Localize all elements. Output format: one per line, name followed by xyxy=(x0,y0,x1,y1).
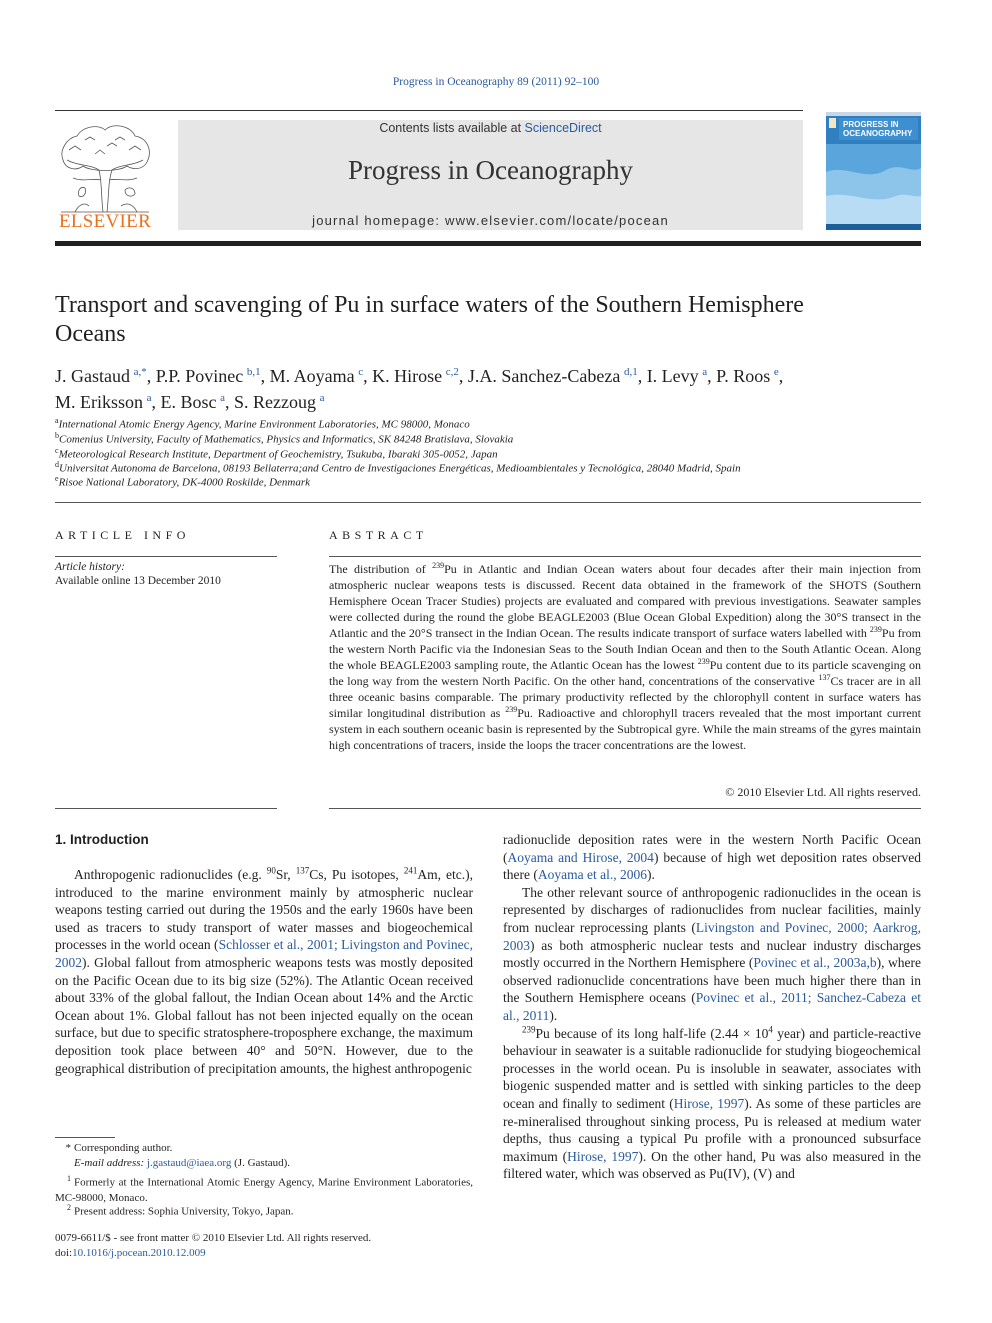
abstract-text-run: The distribution of xyxy=(329,562,433,576)
affiliation-key: c xyxy=(55,446,59,455)
article-info-rule-top xyxy=(55,556,277,557)
doi-line xyxy=(55,1246,371,1261)
author-name: S. Rezzoug xyxy=(234,392,316,412)
abstract-copyright: © 2010 Elsevier Ltd. All rights reserved. xyxy=(725,785,921,799)
citation-link[interactable]: Aoyama and Hirose, 2004 xyxy=(507,849,654,865)
isotope-mass: 239 xyxy=(869,625,882,634)
body-text-run: ) as both atmospheric nuclear tests and nuclear industry discharges mostly occurred in the Northern Hemisphere ( xyxy=(503,937,921,971)
affiliation xyxy=(55,416,935,431)
history-label: Article history: xyxy=(55,561,125,573)
abstract-text-run: Pu content due to its particle scavenging on the long way from the western North Pacific. On the other hand, concentrations of the conservative xyxy=(329,658,922,688)
doi-label: doi: xyxy=(55,1247,73,1259)
citation-link[interactable]: Aoyama et al., 2006 xyxy=(537,867,647,883)
affiliation-text: Comenius University, Faculty of Mathematics, Physics and Informatics, SK 84248 Bratislava, Slovakia xyxy=(59,433,514,446)
citation-link[interactable]: Hirose, 1997 xyxy=(673,1095,745,1111)
body-text-run: Am, etc.), introduced to the marine environment mainly by atmospheric nuclear weapons testing carried out during the 1950s and the early 1960s have been used as tracers to study transport of water masses and biogeochemical processes in the world ocean ( xyxy=(55,867,473,953)
author-name: P.P. Povinec xyxy=(155,366,244,386)
footnote-mark: 1 xyxy=(67,1174,71,1183)
footnote-rule xyxy=(55,1137,115,1138)
abstract-heading: ABSTRACT xyxy=(329,528,428,542)
body-text-run: year) and particle-reactive behaviour in seawater is a suitable radionuclide for studying biogeochemical processes in the world ocean. Pu is insoluble in seawater, associates with biogenic suspended matter and is settled with sinking particles to the deep ocean and finally to sediment ( xyxy=(503,1025,921,1111)
author-separator: , xyxy=(146,366,156,386)
body-text-run: ). xyxy=(549,1007,558,1023)
affiliation-text: Universitat Autonoma de Barcelona, 08193 Bellaterra;and Centro de Investigaciones Energéticas, Medioambientales y Tecnológica, 28040 Madrid, Spain xyxy=(59,462,741,475)
body-text-run: Pu because of its long half-life (2.44 × 10 xyxy=(535,1025,769,1041)
header-rule xyxy=(55,110,803,111)
journal-homepage[interactable]: journal homepage: www.elsevier.com/locate/pocean xyxy=(312,213,669,228)
footnote-text: Present address: Sophia University, Tokyo, Japan. xyxy=(74,1205,294,1218)
superscript: 239 xyxy=(522,1024,536,1035)
body-text-run: ). As some of these particles are re-mineralised throughout sinking process, Pu is released at medium water depths, thus causing a typical Pu profile with a pronounced subsurface maximum ( xyxy=(503,1095,921,1164)
author-affiliation-marker[interactable]: a xyxy=(319,392,325,404)
contents-prefix: Contents lists available at xyxy=(379,121,525,135)
author-list xyxy=(55,361,895,413)
body-text-run: Cs, Pu isotopes, xyxy=(309,867,404,882)
citation-link[interactable]: Povinec et al., 2011; Sanchez-Cabeza et al., 2011 xyxy=(503,990,921,1023)
abstract-text-run: Cs tracer are in all three oceanic basins comparable. The primary productivity reflected by the chlorophyll content in surface waters has similar longitudinal distribution as xyxy=(329,674,921,720)
citation-link[interactable]: Schlosser et al., 2001; Livingston and Povinec, 2002 xyxy=(55,937,473,970)
contents-line xyxy=(178,121,803,135)
author-affiliation-marker[interactable]: a,* xyxy=(133,366,147,378)
author-name: J.A. Sanchez-Cabeza xyxy=(467,366,621,386)
author-name: I. Levy xyxy=(646,366,699,386)
issn-line: 0079-6611/$ - see front matter © 2010 Elsevier Ltd. All rights reserved. xyxy=(55,1232,372,1244)
superscript: 90 xyxy=(266,865,276,876)
affiliation-text: Risoe National Laboratory, DK-4000 Roskilde, Denmark xyxy=(58,476,311,489)
affiliation-key: a xyxy=(55,416,59,425)
abstract-text-run: Pu from the western North Pacific via the Indonesian Seas to the South Indian Ocean and then to the South Atlantic Ocean. Along the whole BEAGLE2003 sampling route, the Atlantic Ocean has the lowest xyxy=(329,626,921,672)
superscript: 241 xyxy=(403,865,418,876)
affiliation-key: b xyxy=(55,431,59,440)
body-text-run: ). xyxy=(646,867,655,883)
author-separator: , xyxy=(225,392,235,412)
front-matter xyxy=(55,1231,371,1261)
footnote-mark: * xyxy=(65,1142,71,1154)
author-separator: , xyxy=(707,366,717,386)
footnote-2 xyxy=(55,1200,473,1220)
author xyxy=(55,366,156,386)
footnote-mark: 2 xyxy=(67,1203,71,1212)
author xyxy=(647,366,716,386)
author-name: M. Aoyama xyxy=(269,366,355,386)
author-separator: , xyxy=(458,366,468,386)
affiliation-key: e xyxy=(55,474,59,483)
author-affiliation-marker[interactable]: a xyxy=(146,392,152,404)
citation-link[interactable]: Livingston and Povinec, 2000; Aarkrog, 2003 xyxy=(503,919,921,953)
isotope-mass: 239 xyxy=(697,657,710,666)
body-paragraph xyxy=(55,866,473,1077)
author xyxy=(372,366,468,386)
abstract-text-run: Pu in Atlantic and Indian Ocean waters about four decades after their main injection from atmospheric nuclear weapons tests is discussed. Recent data obtained in the framework of the SHOTS (Southern Hemisphere Ocean Tracer Studies) projects are evaluated and compared with previous investigations. Seawater samples were collected during the round the globe BEAGLE2003 (Blue Ocean Global Expedition) along the 30°S transect in the Atlantic and the 20°S transect in the Indian Ocean. The results indicate transport of surface waters labelled with xyxy=(329,562,921,640)
history-value: Available online 13 December 2010 xyxy=(55,575,221,587)
citation-link[interactable]: Hirose, 1997 xyxy=(567,1148,639,1164)
abstract-rule-top xyxy=(329,556,921,557)
isotope-mass: 137 xyxy=(818,673,831,682)
journal-title: Progress in Oceanography xyxy=(348,155,633,185)
body-paragraph xyxy=(503,1025,921,1183)
affiliation-key: d xyxy=(55,460,59,469)
author-affiliation-marker[interactable]: d,1 xyxy=(623,366,638,378)
body-text-run: ) because of high wet deposition rates observed there ( xyxy=(503,849,921,883)
author-name: E. Bosc xyxy=(160,392,217,412)
doi-link[interactable]: 10.1016/j.pocean.2010.12.009 xyxy=(72,1247,206,1259)
author-affiliation-marker[interactable]: b,1 xyxy=(246,366,261,378)
superscript: 137 xyxy=(295,865,310,876)
author-affiliation-marker[interactable]: c xyxy=(358,366,364,378)
journal-cover-thumbnail xyxy=(826,112,921,230)
body-text-run: The other relevant source of anthropogenic radionuclides in the ocean is represented by discharges of radionuclides from nuclear facilities, mainly from nuclear reprocessing plants ( xyxy=(503,884,921,935)
affiliation-text: International Atomic Energy Agency, Marine Environment Laboratories, MC 98000, Monaco xyxy=(58,418,470,431)
masthead-rule xyxy=(55,241,921,246)
section-heading: 1. Introduction xyxy=(55,832,149,847)
email-suffix: (J. Gastaud). xyxy=(231,1157,291,1169)
body-text-run: Sr, xyxy=(275,867,296,882)
article-info-heading: ARTICLE INFO xyxy=(55,528,190,542)
sciencedirect-link[interactable]: ScienceDirect xyxy=(524,121,602,135)
author xyxy=(161,392,235,412)
author xyxy=(468,366,647,386)
email-link[interactable]: j.gastaud@iaea.org xyxy=(146,1157,232,1169)
affiliation-text: Meteorological Research Institute, Department of Geochemistry, Tsukuba, Ibaraki 305-0052, Japan xyxy=(58,448,498,461)
affiliation xyxy=(55,474,935,489)
author xyxy=(716,366,783,386)
footnote-email xyxy=(55,1156,473,1171)
footnote-corresponding xyxy=(55,1141,473,1156)
author-affiliation-marker[interactable]: a xyxy=(702,366,708,378)
isotope-mass: 239 xyxy=(432,561,445,570)
body-text-run: radionuclide deposition rates were in the western North Pacific Ocean ( xyxy=(503,832,921,865)
body-paragraph xyxy=(503,884,921,1025)
author-affiliation-marker[interactable]: c,2 xyxy=(445,366,459,378)
abstract-text-run: Pu. Radioactive and chlorophyll tracers revealed that the most important current system in each southern oceanic basin is represented by the Subtropical gyre. While the main streams of the gyres maintain high concentrations of tracers, inside the loops the tracer concentrations are the lowest. xyxy=(329,706,921,752)
body-paragraph xyxy=(503,831,921,884)
email-label: E-mail address: xyxy=(74,1157,147,1169)
journal-reference[interactable]: Progress in Oceanography 89 (2011) 92–100 xyxy=(392,76,600,88)
author xyxy=(234,392,324,412)
article-title: Transport and scavenging of Pu in surface waters of the Southern Hemisphere Oceans xyxy=(55,292,804,347)
author-separator: , xyxy=(260,366,270,386)
cover-title-line-1: PROGRESS IN xyxy=(843,120,899,129)
author-affiliation-marker[interactable]: e xyxy=(773,366,779,378)
article-info-rule-bottom xyxy=(55,808,277,809)
body-text-run: ), where observed radionuclide concentrations have been much higher there than in the Southern Hemisphere oceans ( xyxy=(503,955,921,1006)
author xyxy=(270,366,373,386)
body-text-run: ). Global fallout from atmospheric weapons tests was mostly deposited on the Pacific Ocean due to its big size (52%). The Atlantic Ocean received about 33% of the global fallout, the Indian Ocean about 14% and the Arctic Ocean about 1%. Global fallout has not been injected equally on the ocean surface, but due to specific stratosphere-troposphere exchange, the maximum deposition took place between 40° and 50°N. However, due to the geographical distribution of precipitation amounts, the highest anthropogenic xyxy=(55,954,473,1076)
affiliation-rule xyxy=(55,502,921,503)
author xyxy=(156,366,270,386)
body-text-run: ). On the other hand, Pu was also measured in the filtered water, which was observed as Pu(IV), (V) and xyxy=(503,1148,922,1182)
cover-title-line-2: OCEANOGRAPHY xyxy=(843,129,913,138)
author-name: M. Eriksson xyxy=(55,392,144,412)
author-separator: , xyxy=(637,366,647,386)
author xyxy=(55,392,161,412)
abstract-rule-bottom xyxy=(329,808,921,809)
publisher-name: ELSEVIER xyxy=(58,211,152,232)
abstract-body xyxy=(329,561,921,753)
affiliation xyxy=(55,446,935,461)
author-affiliation-marker[interactable]: a xyxy=(220,392,226,404)
author-separator: , xyxy=(778,366,784,386)
affiliation xyxy=(55,431,935,446)
author-name: K. Hirose xyxy=(372,366,443,386)
affiliation xyxy=(55,460,935,475)
superscript: 4 xyxy=(768,1024,773,1035)
citation-link[interactable]: Povinec et al., 2003a,b xyxy=(753,955,877,971)
footnote-text: Formerly at the International Atomic Energy Agency, Marine Environment Laboratories, MC-98000, Monaco. xyxy=(55,1176,473,1204)
author-separator: , xyxy=(363,366,373,386)
author-separator: , xyxy=(151,392,161,412)
footnote-text: Corresponding author. xyxy=(74,1142,173,1154)
body-text-run: Anthropogenic radionuclides (e.g. xyxy=(74,867,267,882)
body-column-right xyxy=(503,831,921,1183)
body-column-left xyxy=(55,866,473,1077)
author-name: P. Roos xyxy=(716,366,771,386)
author-name: J. Gastaud xyxy=(55,366,130,386)
isotope-mass: 239 xyxy=(505,705,518,714)
